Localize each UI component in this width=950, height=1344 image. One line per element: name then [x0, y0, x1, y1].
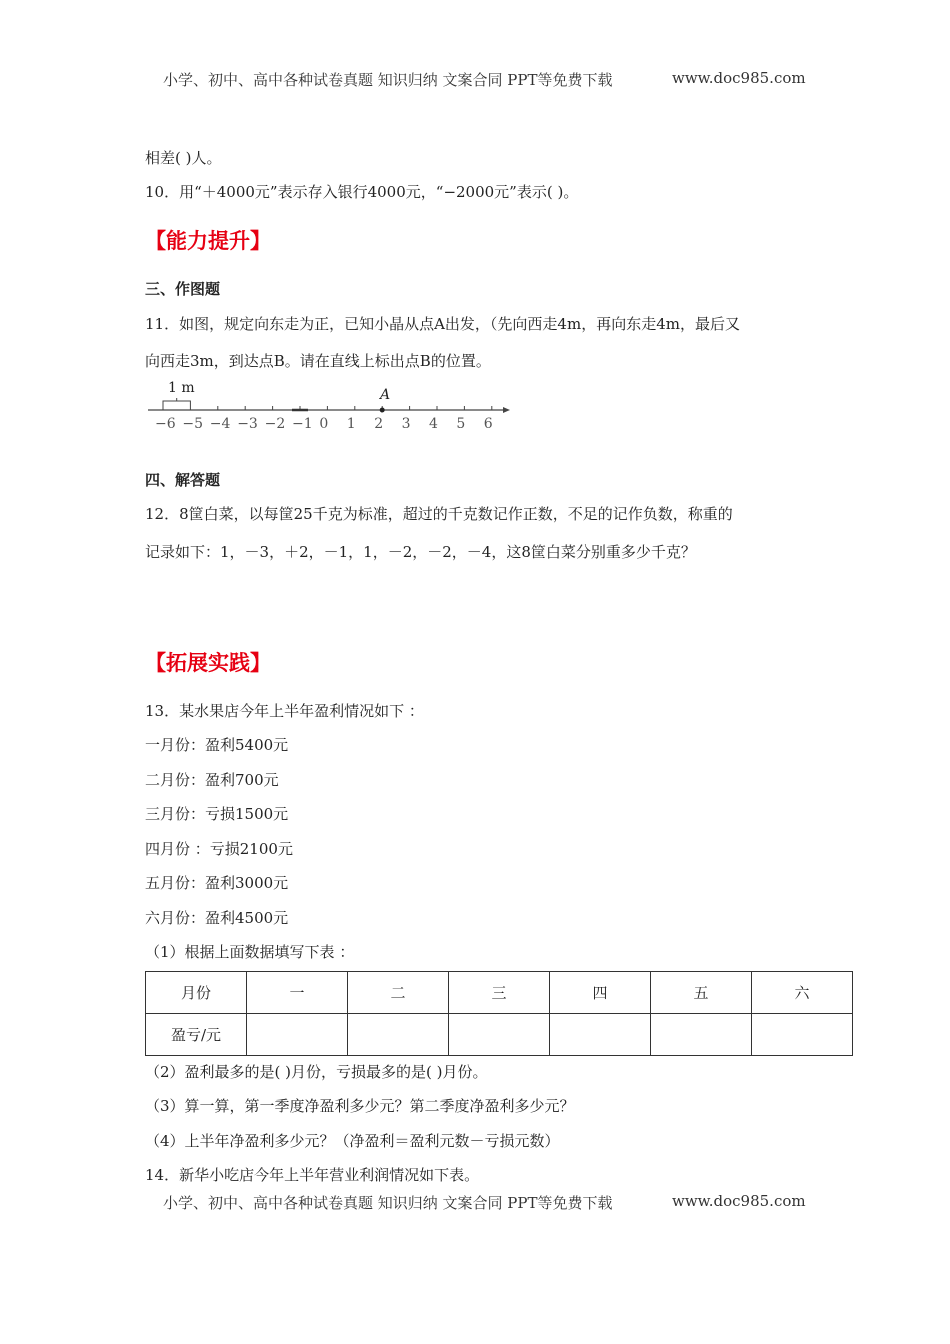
month-5: 五月份：盈利3000元: [145, 874, 289, 892]
arrow-icon: [503, 407, 510, 413]
blank-cell[interactable]: [449, 1014, 550, 1056]
point-a: [380, 408, 385, 413]
month-4: 四月份 ：亏损2100元: [145, 840, 293, 858]
question-12-line1: 12．8筐白菜，以每筐25千克为标准，超过的千克数记作正数，不足的记作负数，称重的: [145, 505, 733, 523]
blank-cell[interactable]: [550, 1014, 651, 1056]
section-title-ability: 【能力提升】: [145, 229, 271, 253]
question-11-line1: 11．如图，规定向东走为正，已知小晶从点A出发，（先向西走4m，再向东走4m，最后又: [145, 315, 740, 333]
tick-label: −4: [209, 416, 231, 432]
tick-label: −5: [182, 416, 204, 432]
blank-cell[interactable]: [752, 1014, 853, 1056]
table-cell: 盈亏/元: [146, 1014, 247, 1056]
tick-label: 5: [456, 416, 466, 432]
text-line: 相差( )人。: [145, 149, 222, 167]
table-cell: 六: [752, 972, 853, 1014]
tick-label: 3: [401, 416, 411, 432]
part-3: （3）算一算，第一季度净盈利多少元？第二季度净盈利多少元？: [145, 1097, 575, 1115]
blank-cell[interactable]: [651, 1014, 752, 1056]
unit-label: 1 m: [168, 380, 195, 396]
month-1: 一月份：盈利5400元: [145, 736, 289, 754]
page-header: 小学、初中、高中各种试卷真题 知识归纳 文案合同 PPT等免费下载: [163, 71, 613, 89]
section-title-practice: 【拓展实践】: [145, 651, 271, 675]
tick-label: −3: [237, 416, 258, 432]
point-a-label: A: [380, 387, 391, 403]
tick-label: 6: [483, 416, 493, 432]
part-1: （1）根据上面数据填写下表 ：: [145, 943, 355, 961]
section-heading-drawing: 三、作图题: [145, 280, 221, 298]
part-4: （4）上半年净盈利多少元？（净盈利＝盈利元数－亏损元数）: [145, 1132, 560, 1150]
tick-label: 1: [346, 416, 356, 432]
question-14: 14．新华小吃店今年上半年营业利润情况如下表。: [145, 1166, 480, 1184]
tick-label: −1: [292, 416, 313, 432]
part-2: （2）盈利最多的是( )月份，亏损最多的是( )月份。: [145, 1063, 488, 1081]
section-heading-answers: 四、解答题: [145, 471, 221, 489]
tick-label: 0: [319, 416, 329, 432]
unit-brace: [163, 398, 190, 406]
table-cell: 月份: [146, 972, 247, 1014]
table-cell: 二: [348, 972, 449, 1014]
month-6: 六月份：盈利4500元: [145, 909, 289, 927]
month-2: 二月份：盈利700元: [145, 771, 279, 789]
question-13: 13．某水果店今年上半年盈利情况如下 ：: [145, 702, 424, 720]
table-cell: 五: [651, 972, 752, 1014]
table-cell: 三: [449, 972, 550, 1014]
profit-table: [145, 971, 853, 1056]
header-site: www.doc985.com: [672, 69, 806, 87]
month-3: 三月份：亏损1500元: [145, 805, 289, 823]
question-12-line2: 记录如下：1，－3，＋2，－1，1，－2，－2，－4，这8筐白菜分别重多少千克？: [145, 543, 696, 561]
table-header-row: [146, 972, 853, 1014]
question-11-line2: 向西走3m，到达点B。请在直线上标出点B的位置。: [145, 352, 491, 370]
blank-cell[interactable]: [247, 1014, 348, 1056]
table-cell: 一: [247, 972, 348, 1014]
tick-label: −6: [155, 416, 176, 432]
blank-cell[interactable]: [348, 1014, 449, 1056]
footer-site: www.doc985.com: [672, 1192, 806, 1210]
question-10: 10．用“＋4000元”表示存入银行4000元，“−2000元”表示( )。: [145, 183, 579, 201]
table-row: [146, 1014, 853, 1056]
table-cell: 四: [550, 972, 651, 1014]
tick-label: 4: [429, 416, 438, 432]
page-footer: 小学、初中、高中各种试卷真题 知识归纳 文案合同 PPT等免费下载: [163, 1194, 613, 1212]
tick-label: −2: [264, 416, 286, 432]
tick-label: 2: [374, 416, 384, 432]
